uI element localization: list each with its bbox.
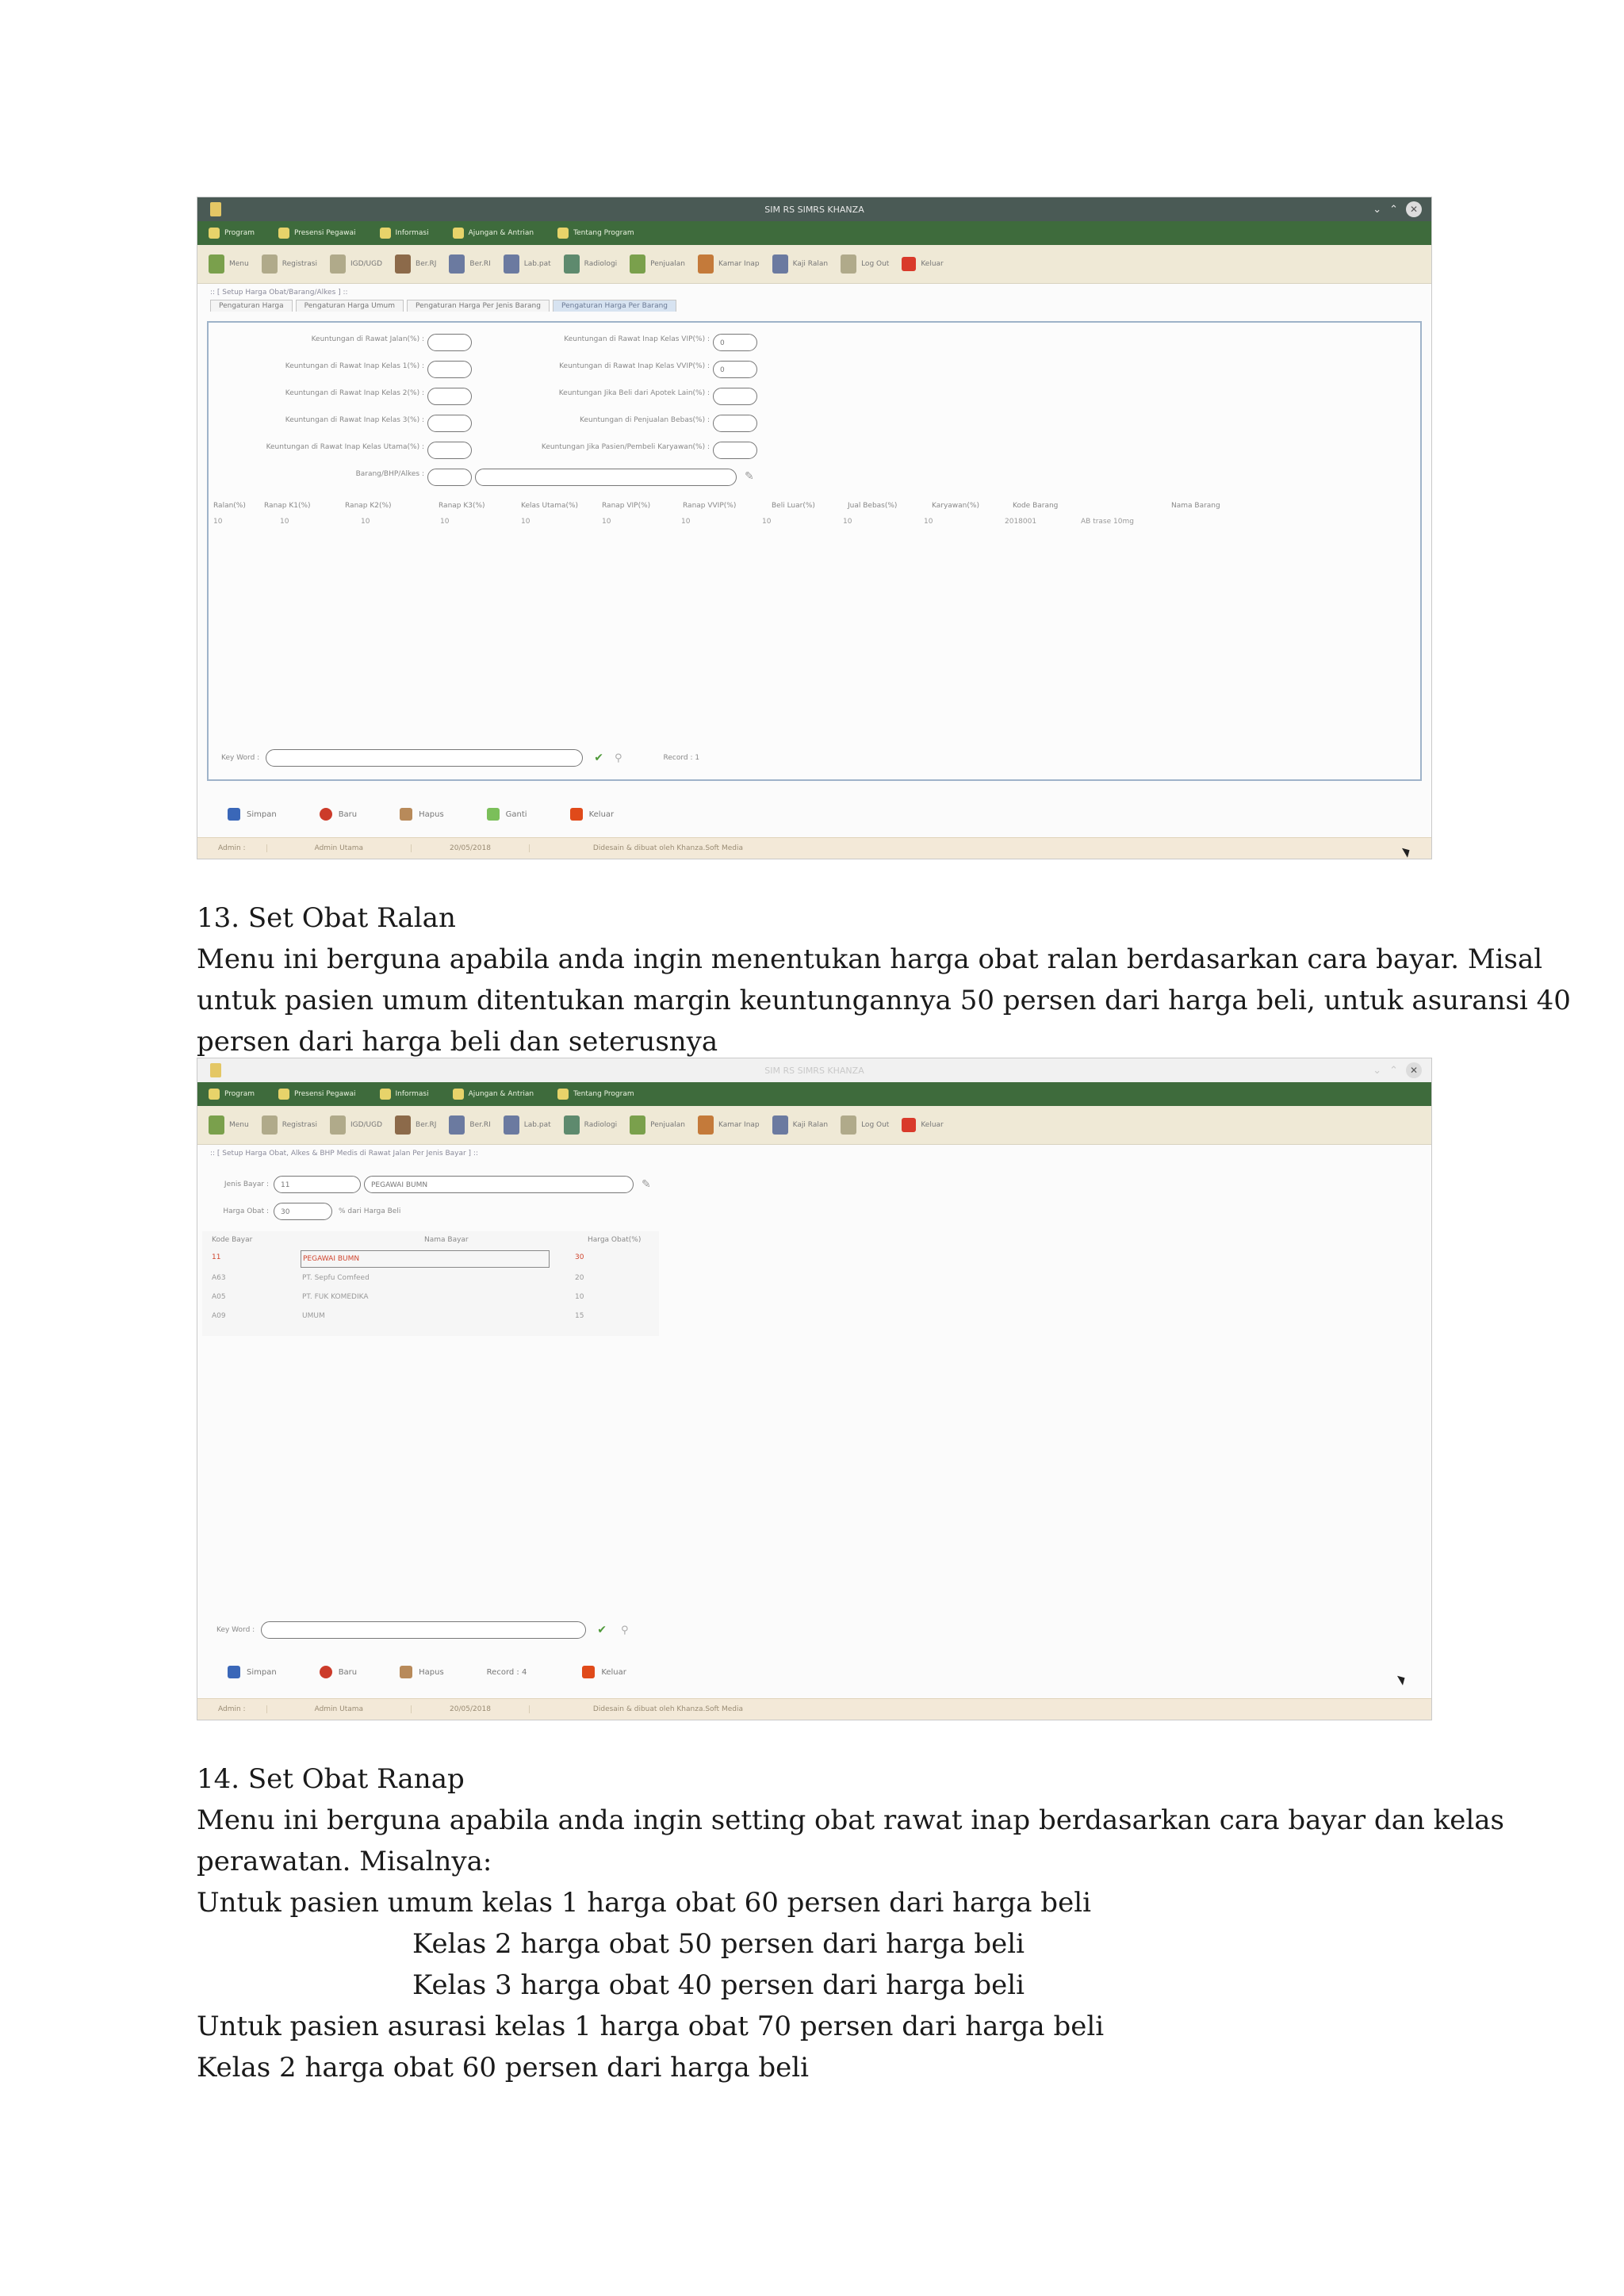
baru-button[interactable]: Baru	[320, 808, 357, 821]
toolbar-button[interactable]: Ber.RJ	[395, 1115, 436, 1135]
field-label: Keuntungan di Rawat Inap Kelas 1(%) :	[285, 362, 424, 370]
screenshot-setup-harga-obat	[197, 197, 1432, 859]
keuntungan-penjualan-bebas-input[interactable]	[713, 415, 757, 432]
tab-harga-umum[interactable]: Pengaturan Harga Umum	[296, 300, 404, 312]
paragraph-line: untuk pasien umum ditentukan margin keuntungannya 50 persen dari harga beli, untuk asuransi 40	[197, 985, 1571, 1016]
toolbar-button[interactable]: Kamar Inap	[698, 254, 760, 274]
window-titlebar	[197, 197, 1431, 221]
barang-name-input[interactable]	[475, 469, 737, 486]
hapus-button[interactable]: Hapus	[400, 808, 444, 821]
jenis-bayar-row: Jenis Bayar : 11 PEGAWAI BUMN ✎	[221, 1176, 651, 1193]
check-icon[interactable]: ✔	[597, 1624, 607, 1636]
mouse-cursor-icon	[1397, 1673, 1408, 1686]
informasi-icon	[380, 228, 391, 239]
toolbar-button[interactable]: Kamar Inap	[698, 1115, 760, 1135]
toolbar-button[interactable]: IGD/UGD	[330, 254, 382, 274]
toolbar-button[interactable]: Log Out	[841, 254, 889, 274]
menu-item[interactable]: Informasi	[380, 228, 429, 239]
field-label: Keuntungan di Rawat Inap Kelas VVIP(%) :	[559, 362, 710, 370]
close-icon[interactable]: ✕	[1406, 1062, 1422, 1078]
radiologi-icon	[564, 254, 580, 274]
screenshot-set-obat-ralan	[197, 1058, 1432, 1720]
toolbar-button[interactable]: Lab.pat	[504, 1115, 551, 1135]
menu-item[interactable]: Program	[209, 228, 255, 239]
ber-rj-icon	[395, 254, 411, 274]
menu-item[interactable]: Informasi	[380, 1089, 429, 1100]
status-bar: Admin : Admin Utama 20/05/2018 Didesain & dibuat oleh Khanza.Soft Media	[197, 1698, 1431, 1720]
pencil-icon[interactable]: ✎	[642, 1178, 651, 1191]
column-header[interactable]: Kelas Utama(%)	[521, 502, 579, 510]
field-label: Keuntungan di Penjualan Bebas(%) :	[580, 416, 710, 424]
simpan-button[interactable]: Simpan	[228, 1666, 277, 1678]
window-title: SIM RS SIMRS KHANZA	[764, 204, 864, 215]
menu-icon	[209, 1115, 224, 1135]
paragraph-line: Menu ini berguna apabila anda ingin setting obat rawat inap berdasarkan cara bayar dan kelas	[197, 1804, 1504, 1836]
menu-item[interactable]: Presensi Pegawai	[278, 1089, 356, 1100]
jenis-bayar-name-input[interactable]: PEGAWAI BUMN	[364, 1176, 634, 1193]
field-label: Keuntungan di Rawat Inap Kelas VIP(%) :	[564, 335, 710, 343]
keuntungan-kelas1-input[interactable]	[427, 361, 472, 378]
save-icon	[228, 1666, 240, 1678]
tab-strip	[197, 298, 1431, 312]
check-icon[interactable]: ✔	[594, 752, 603, 764]
menu-icon	[209, 254, 224, 274]
paragraph-line: persen dari harga beli dan seterusnya	[197, 1026, 718, 1058]
toolbar-button[interactable]: Registrasi	[262, 254, 317, 274]
keuntungan-kelas2-input[interactable]	[427, 388, 472, 405]
record-count: Record : 4	[486, 1667, 527, 1677]
field-label: Keuntungan di Rawat Jalan(%) :	[311, 335, 424, 343]
button-bar	[228, 1666, 669, 1678]
menu-item[interactable]: Ajungan & Antrian	[453, 1089, 534, 1100]
paragraph-line: Kelas 3 harga obat 40 persen dari harga beli	[412, 1969, 1025, 2001]
jenis-bayar-code-input[interactable]: 11	[274, 1176, 361, 1193]
field-label: Keuntungan Jika Beli dari Apotek Lain(%) :	[558, 389, 710, 397]
paragraph-line: perawatan. Misalnya:	[197, 1846, 492, 1877]
presensi-icon	[278, 1089, 289, 1100]
maximize-icon[interactable]: ⌃	[1389, 1064, 1398, 1077]
field-label: Keuntungan di Rawat Inap Kelas 3(%) :	[285, 416, 424, 424]
menu-bar	[197, 221, 1431, 245]
toolbar-button[interactable]: Radiologi	[564, 1115, 618, 1135]
radiologi-icon	[564, 1115, 580, 1135]
delete-icon	[400, 1666, 412, 1678]
menu-item[interactable]: Program	[209, 1089, 255, 1100]
key-word-input[interactable]	[266, 749, 583, 767]
ber-ri-icon	[449, 1115, 465, 1135]
toolbar-button[interactable]: Menu	[209, 1115, 249, 1135]
paragraph-line: Menu ini berguna apabila anda ingin menentukan harga obat ralan berdasarkan cara bayar. Misal	[197, 943, 1543, 975]
barang-code-input[interactable]	[427, 469, 472, 486]
column-header[interactable]: Kode Bayar	[212, 1236, 253, 1244]
kamar-inap-icon	[698, 254, 714, 274]
program-icon	[209, 1089, 220, 1100]
logout-icon	[841, 1115, 856, 1135]
presensi-icon	[278, 228, 289, 239]
informasi-icon	[380, 1089, 391, 1100]
exit-icon	[902, 1118, 916, 1132]
menu-bar	[197, 1082, 1431, 1106]
close-icon[interactable]: ✕	[1406, 201, 1422, 217]
save-icon	[228, 808, 240, 821]
ganti-button[interactable]: Ganti	[487, 808, 527, 821]
column-header[interactable]: Nama Bayar	[424, 1236, 469, 1244]
column-header[interactable]: Ranap K1(%)	[264, 502, 311, 510]
maximize-icon[interactable]: ⌃	[1389, 203, 1398, 216]
keuntungan-vvip-input[interactable]: 0	[713, 361, 757, 378]
key-word-input[interactable]	[261, 1621, 586, 1639]
key-word-label: Key Word :	[221, 754, 260, 762]
column-header[interactable]: Jual Bebas(%)	[848, 502, 898, 510]
toolbar-button[interactable]: Ber.RJ	[395, 254, 436, 274]
column-header[interactable]: Ranap VIP(%)	[602, 502, 651, 510]
kaji-ralan-icon	[772, 254, 788, 274]
ajungan-icon	[453, 1089, 464, 1100]
ajungan-icon	[453, 228, 464, 239]
program-icon	[209, 228, 220, 239]
paragraph-line: Kelas 2 harga obat 50 persen dari harga beli	[412, 1928, 1025, 1960]
column-header[interactable]: Ranap K2(%)	[345, 502, 392, 510]
section-title: :: [ Setup Harga Obat, Alkes & BHP Medis di Rawat Jalan Per Jenis Bayar ] ::	[210, 1150, 478, 1158]
section-14-heading: 14. Set Obat Ranap	[197, 1763, 465, 1795]
logout-icon	[841, 254, 856, 274]
new-icon	[320, 1666, 332, 1678]
registrasi-icon	[262, 1115, 278, 1135]
keuntungan-karyawan-input[interactable]	[713, 442, 757, 459]
keuntungan-kelas-utama-input[interactable]	[427, 442, 472, 459]
menu-item[interactable]: Ajungan & Antrian	[453, 228, 534, 239]
menu-item[interactable]: Presensi Pegawai	[278, 228, 356, 239]
toolbar-button[interactable]: Keluar	[902, 1118, 943, 1132]
column-header[interactable]: Ranap K3(%)	[439, 502, 485, 510]
app-icon	[210, 1063, 221, 1077]
keuntungan-apotek-lain-input[interactable]	[713, 388, 757, 405]
column-header[interactable]: Ranap VVIP(%)	[683, 502, 737, 510]
toolbar-button[interactable]: Registrasi	[262, 1115, 317, 1135]
lab-icon	[504, 1115, 519, 1135]
kamar-inap-icon	[698, 1115, 714, 1135]
search-icon[interactable]: ⚲	[620, 1624, 629, 1636]
toolbar-button[interactable]: Ber.RI	[449, 254, 490, 274]
keuntungan-kelas3-input[interactable]	[427, 415, 472, 432]
column-header[interactable]: Beli Luar(%)	[772, 502, 815, 510]
keluar-button[interactable]: Keluar	[582, 1666, 626, 1678]
paragraph-line: Untuk pasien umum kelas 1 harga obat 60 persen dari harga beli	[197, 1887, 1091, 1919]
pencil-icon[interactable]: ✎	[745, 470, 754, 483]
minimize-icon[interactable]: ⌄	[1373, 203, 1382, 216]
column-header[interactable]: Harga Obat(%)	[588, 1236, 642, 1244]
field-label: Keuntungan di Rawat Inap Kelas 2(%) :	[285, 389, 424, 397]
menu-item[interactable]: Tentang Program	[557, 228, 634, 239]
search-row	[221, 749, 699, 767]
column-header[interactable]: Kode Barang	[1013, 502, 1059, 510]
harga-obat-input[interactable]: 30	[274, 1203, 332, 1220]
window-title: SIM RS SIMRS KHANZA	[764, 1065, 864, 1076]
edit-icon	[487, 808, 500, 821]
kaji-ralan-icon	[772, 1115, 788, 1135]
toolbar-button[interactable]: Penjualan	[630, 1115, 685, 1135]
ber-rj-icon	[395, 1115, 411, 1135]
toolbar-button[interactable]: Penjualan	[630, 254, 685, 274]
field-label: Keuntungan di Rawat Inap Kelas Utama(%) :	[266, 443, 424, 451]
key-word-label: Key Word :	[216, 1626, 255, 1634]
exit-icon	[582, 1666, 595, 1678]
jenis-bayar-table: Kode Bayar Nama Bayar Harga Obat(%) 11 PEGAWAI BUMN 30 A63 PT. Sepfu Comfeed 20 A05 PT. FUK KOMEDIKA 10 A09 UMUM 15	[202, 1231, 659, 1336]
column-header[interactable]: Karyawan(%)	[932, 502, 979, 510]
tab-harga-per-barang[interactable]: Pengaturan Harga Per Barang	[553, 300, 676, 312]
penjualan-icon	[630, 254, 645, 274]
section-13-heading: 13. Set Obat Ralan	[197, 902, 456, 934]
paragraph-line: Untuk pasien asurasi kelas 1 harga obat 70 persen dari harga beli	[197, 2011, 1105, 2042]
toolbar-button[interactable]: Kaji Ralan	[772, 254, 828, 274]
section-title: :: [ Setup Harga Obat/Barang/Alkes ] ::	[210, 289, 348, 297]
baru-button[interactable]: Baru	[320, 1666, 357, 1678]
search-row	[216, 1621, 628, 1639]
penjualan-icon	[630, 1115, 645, 1135]
status-bar: Admin : Admin Utama 20/05/2018 Didesain & dibuat oleh Khanza.Soft Media	[197, 837, 1431, 859]
igd-icon	[330, 1115, 346, 1135]
ber-ri-icon	[449, 254, 465, 274]
barang-label: Barang/BHP/Alkes :	[355, 470, 424, 478]
toolbar-button[interactable]: IGD/UGD	[330, 1115, 382, 1135]
menu-item[interactable]: Tentang Program	[557, 1089, 634, 1100]
lab-icon	[504, 254, 519, 274]
column-header[interactable]: Nama Barang	[1171, 502, 1220, 510]
paragraph-line: Kelas 2 harga obat 60 persen dari harga beli	[197, 2052, 810, 2084]
toolbar-button[interactable]: Kaji Ralan	[772, 1115, 828, 1135]
toolbar-button[interactable]: Menu	[209, 254, 249, 274]
tab-pengaturan-harga[interactable]: Pengaturan Harga	[210, 300, 293, 312]
harga-obat-row: Harga Obat : 30 % dari Harga Beli	[221, 1203, 400, 1220]
keuntungan-rawat-jalan-input[interactable]	[427, 334, 472, 351]
app-icon	[210, 202, 221, 216]
field-label: Keuntungan Jika Pasien/Pembeli Karyawan(%) :	[541, 443, 710, 451]
tentang-icon	[557, 228, 569, 239]
toolbar-button[interactable]: Ber.RI	[449, 1115, 490, 1135]
registrasi-icon	[262, 254, 278, 274]
settings-panel: Keuntungan di Rawat Jalan(%) : Keuntungan di Rawat Inap Kelas 1(%) : Keuntungan di Rawat Inap Kelas 2(%) : Keuntungan di Rawat Inap Kelas 3(%) : Keuntungan di Rawat Inap Kelas Utama(%) : Keuntungan di Rawat Inap Kelas VIP(%) : Keuntungan di Rawat Inap Kelas VVIP(%) : Keuntungan Jika Beli dari Apotek Lain(%) : Keuntungan di Penjualan Bebas(%) : Keuntungan Jika Pasien/Pembeli Karyawan(%) : 0 0 Barang/BHP/Alkes : ✎ Ralan(%) Ranap K1(%) Ranap K2(%) Ranap K3(%) Kelas Utama(%) Ranap VIP(%) Ranap VVIP(%) Beli Luar(%) Jual Bebas(%) Karyawan(%) Kode Barang Nama Barang 10 10 10 10 10 10 10 10 10 10 2018001 AB trase 10mg Key Word : ✔ ⚲ Record : 1	[207, 321, 1422, 781]
keuntungan-vip-input[interactable]: 0	[713, 334, 757, 351]
delete-icon	[400, 808, 412, 821]
toolbar-button[interactable]: Log Out	[841, 1115, 889, 1135]
button-bar	[228, 808, 657, 821]
record-count: Record : 1	[663, 754, 700, 762]
simpan-button[interactable]: Simpan	[228, 808, 277, 821]
minimize-icon[interactable]: ⌄	[1373, 1064, 1382, 1077]
toolbar-button[interactable]: Keluar	[902, 257, 943, 271]
toolbar-button[interactable]: Lab.pat	[504, 254, 551, 274]
keluar-button[interactable]: Keluar	[570, 808, 615, 821]
tentang-icon	[557, 1089, 569, 1100]
tab-harga-per-jenis[interactable]: Pengaturan Harga Per Jenis Barang	[407, 300, 550, 312]
column-header[interactable]: Ralan(%)	[213, 502, 246, 510]
exit-icon	[570, 808, 583, 821]
toolbar	[197, 1106, 1431, 1145]
igd-icon	[330, 254, 346, 274]
hapus-button[interactable]: Hapus	[400, 1666, 444, 1678]
exit-icon	[902, 257, 916, 271]
toolbar	[197, 245, 1431, 284]
new-icon	[320, 808, 332, 821]
toolbar-button[interactable]: Radiologi	[564, 254, 618, 274]
search-icon[interactable]: ⚲	[614, 752, 622, 764]
window-titlebar	[197, 1058, 1431, 1082]
